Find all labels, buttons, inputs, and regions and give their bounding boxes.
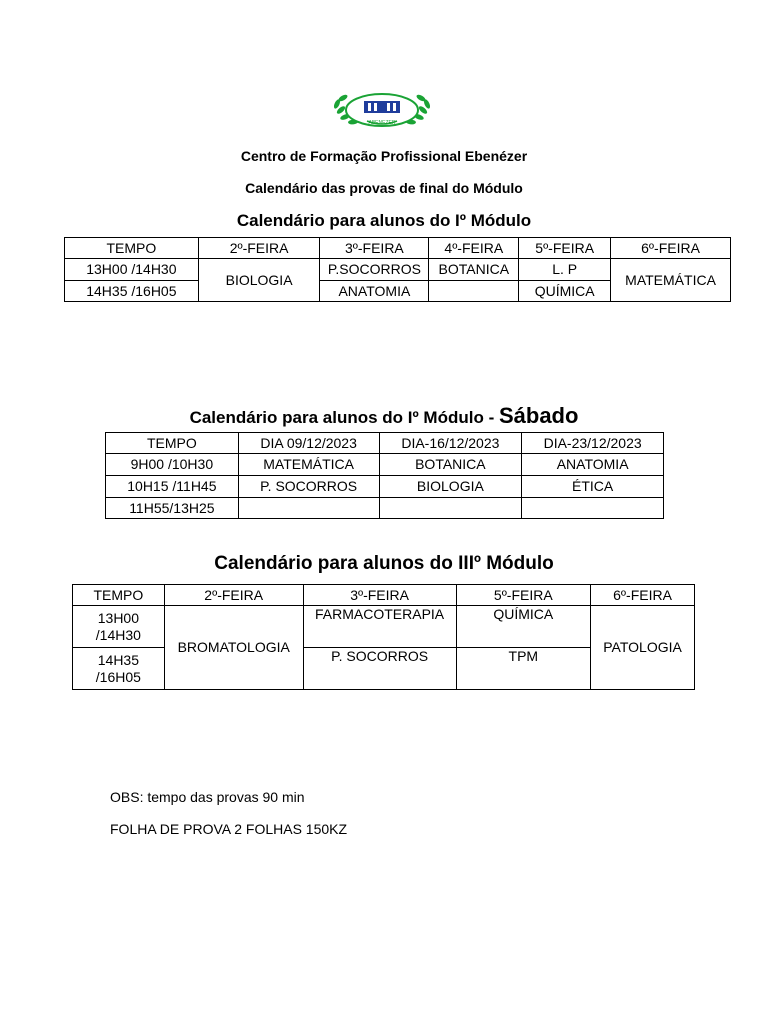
time-end: /14H30 (95, 626, 141, 643)
subject-cell: QUÍMICA (519, 281, 611, 302)
header-cell: 5º-FEIRA (519, 238, 611, 259)
subject-cell: BOTANICA (379, 454, 522, 476)
subject-cell: L. P (519, 259, 611, 281)
schedule-table-saturday (105, 432, 664, 519)
table-row (106, 454, 664, 476)
subject-cell: BROMATOLOGIA (164, 606, 303, 690)
header-cell: 2º-FEIRA (198, 238, 320, 259)
subject-cell: ANATOMIA (522, 454, 664, 476)
note-exam-duration: OBS: tempo das provas 90 min (110, 789, 305, 805)
time-cell: 11H55/13H25 (106, 498, 239, 519)
header-cell: TEMPO (65, 238, 199, 259)
subject-cell (522, 498, 664, 519)
table-row (73, 606, 695, 648)
header-cell: DIA-16/12/2023 (379, 433, 522, 454)
header-cell: 6º-FEIRA (591, 585, 695, 606)
time-start: 13H00 (97, 609, 140, 626)
header-cell: DIA 09/12/2023 (238, 433, 379, 454)
table2-title-emph: Sábado (498, 403, 579, 428)
header-cell: 3º-FEIRA (320, 238, 429, 259)
subject-cell: MATEMÁTICA (611, 259, 731, 302)
subject-cell (379, 498, 522, 519)
time-cell (73, 606, 165, 648)
header-cell: 4º-FEIRA (429, 238, 519, 259)
time-cell: 9H00 /10H30 (106, 454, 239, 476)
time-end: /16H05 (95, 668, 141, 685)
header-cell: DIA-23/12/2023 (522, 433, 664, 454)
time-cell: 13H00 /14H30 (65, 259, 199, 281)
subject-cell: ANATOMIA (320, 281, 429, 302)
subject-cell: TPM (456, 648, 591, 690)
subject-cell (238, 498, 379, 519)
header-cell: 6º-FEIRA (611, 238, 731, 259)
time-start: 14H35 (97, 651, 140, 668)
table-row (106, 476, 664, 498)
schedule-table-module-1 (64, 237, 731, 302)
schedule-table-module-3 (72, 584, 695, 690)
subject-cell: MATEMÁTICA (238, 454, 379, 476)
header-cell: TEMPO (106, 433, 239, 454)
subject-cell: BIOLOGIA (198, 259, 320, 302)
subject-cell: BIOLOGIA (379, 476, 522, 498)
header-cell: TEMPO (73, 585, 165, 606)
time-cell: 10H15 /11H45 (106, 476, 239, 498)
header-cell: 2º-FEIRA (164, 585, 303, 606)
table-header-row (106, 433, 664, 454)
header-cell: 5º-FEIRA (456, 585, 591, 606)
subject-cell: QUÍMICA (456, 606, 591, 648)
subject-cell: P. SOCORROS (303, 648, 456, 690)
document-subtitle: Calendário das provas de final do Módulo (245, 180, 523, 196)
subject-cell: P.SOCORROS (320, 259, 429, 281)
institution-name: Centro de Formação Profissional Ebenézer (240, 148, 528, 164)
note-exam-sheets: FOLHA DE PROVA 2 FOLHAS 150KZ (110, 821, 348, 837)
table-row (106, 498, 664, 519)
logo-text: ABENEZER (368, 120, 396, 126)
school-emblem-icon (327, 88, 437, 134)
table-header-row (73, 585, 695, 606)
table-row (65, 259, 731, 281)
table3-title: Calendário para alunos do IIIº Módulo (214, 553, 554, 574)
header-cell: 3º-FEIRA (303, 585, 456, 606)
table-header-row (65, 238, 731, 259)
subject-cell: P. SOCORROS (238, 476, 379, 498)
table2-title (0, 403, 768, 429)
subject-cell: ÉTICA (522, 476, 664, 498)
subject-cell: FARMACOTERAPIA (303, 606, 456, 648)
time-cell: 14H35 /16H05 (65, 281, 199, 302)
subject-cell: BOTANICA (429, 259, 519, 281)
table2-title-main: Calendário para alunos do Iº Módulo - (189, 408, 495, 427)
time-cell (73, 648, 165, 690)
subject-cell: PATOLOGIA (591, 606, 695, 690)
subject-cell (429, 281, 519, 302)
table1-title: Calendário para alunos do Iº Módulo (236, 211, 532, 230)
